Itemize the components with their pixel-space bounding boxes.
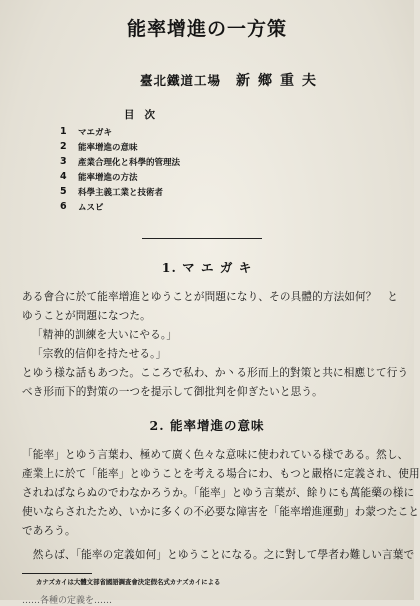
toc-item-label: マエガキ	[78, 127, 113, 138]
section-heading-introduction: 1. マ エ ガ キ	[161, 260, 253, 275]
body-text-line: であろう。	[22, 525, 76, 537]
toc-item-number: 5	[60, 186, 67, 197]
body-text-line: 使いならされたため、いかに多くの不必要な障害を「能率增進運動」わ蒙つたこと	[22, 506, 420, 518]
byline	[140, 71, 400, 89]
body-text-line: 產業上に於て「能率」とゆうことを考える場合にわ、もつと嚴格に定義され、使用	[22, 468, 420, 480]
toc-item-label: 能率增進の意味	[78, 142, 138, 153]
author-affiliation: 臺北鐵道工場	[140, 73, 222, 88]
toc-item	[60, 124, 280, 139]
toc-item-number: 4	[60, 171, 67, 182]
toc-item-label: ムスビ	[78, 202, 104, 213]
body-text-line: べき形而下的對策の一つを提示して御批判を仰ぎたいと思う。	[22, 386, 323, 398]
body-text-line: ゆうことが問題になつた。	[22, 310, 151, 322]
toc-item-number: 6	[60, 201, 67, 212]
body-text-line: とゆう様な話もあつた。こころで私わ、か丶る形而上的對策と共に相應じて行う	[22, 367, 409, 379]
cutoff-text-line: ……各種の定義を……	[22, 596, 113, 606]
footnote: カナズカイは大體文部省國語調查會決定假名式カナズカイによる	[36, 578, 221, 586]
toc-item-number: 1	[60, 126, 67, 137]
body-text-line: 「宗敎的信仰を持たせる。」	[32, 348, 167, 360]
toc-item	[60, 199, 280, 214]
author-name: 新鄉重夫	[236, 73, 324, 89]
page-title: 能率增進の一方策	[126, 18, 287, 40]
toc-item-number: 3	[60, 156, 67, 167]
body-text-line: 「精神的訓練を大いにやる。」	[32, 329, 178, 341]
body-text-line: 然らば、「能率の定義如何」とゆうことになる。之に對して學者わ難しい言葉で	[22, 549, 415, 561]
footnote-rule	[22, 573, 92, 574]
body-text-line: ある會合に於て能率增進とゆうことが問題になり、その具體的方法如何？ と	[22, 291, 399, 303]
table-of-contents	[60, 124, 280, 214]
toc-item-number: 2	[60, 141, 67, 152]
section-divider	[142, 238, 262, 239]
toc-item	[60, 139, 280, 154]
toc-item-label: 科學主義工業と技術者	[78, 187, 164, 198]
toc-item-label: 能率增進の方法	[78, 172, 138, 183]
toc-item	[60, 154, 280, 169]
toc-item	[60, 169, 280, 184]
toc-item-label: 產業合理化と科學的管理法	[78, 157, 181, 168]
body-text-line: 「能率」とゆう言葉わ、極めて廣く色々な意味に使われている様である。然し、	[22, 449, 409, 461]
toc-heading: 目次	[124, 109, 165, 121]
section-heading-meaning: 2. 能率增進の意味	[149, 418, 265, 433]
toc-item	[60, 184, 280, 199]
body-text-line: されねばならぬのでわなかろうか。「能率」とゆう言葉が、餘りにも萬能藥の様に	[22, 487, 415, 499]
